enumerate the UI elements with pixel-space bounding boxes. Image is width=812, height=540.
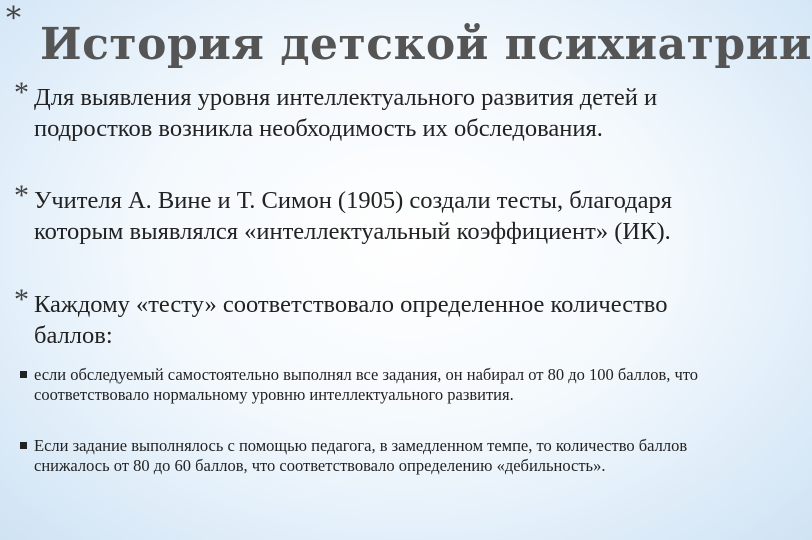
sub-bullet-text: Если задание выполнялось с помощью педагога, в замедленном темпе, то количество баллов снижалось от 80 до 60 баллов, что соответствовало определению «дебильность». xyxy=(34,436,688,475)
bullet-text: Каждому «тесту» соответствовало определенное количество баллов: xyxy=(34,291,668,349)
star-bullet-icon: * xyxy=(14,179,29,212)
bullet-item-1 xyxy=(0,76,712,144)
star-bullet-icon: * xyxy=(14,283,29,316)
star-bullet-icon: * xyxy=(14,76,29,109)
bullet-text: Для выявления уровня интеллектуального развития детей и подростков возникла необходимость их обследования. xyxy=(34,84,658,142)
square-bullet-icon xyxy=(20,442,27,449)
sub-bullet-item-1 xyxy=(0,365,712,405)
sub-bullet-item-2 xyxy=(0,436,712,476)
square-bullet-icon xyxy=(20,371,27,378)
slide-title: История детской психиатрии xyxy=(40,19,812,70)
bullet-item-3 xyxy=(0,283,712,351)
sub-bullet-text: если обследуемый самостоятельно выполнял все задания, он набирал от 80 до 100 баллов, что соответствовало нормальному уровню интеллектуального развития. xyxy=(34,365,699,404)
title-star-marker: * xyxy=(6,1,21,36)
bullet-text: Учителя А. Вине и Т. Симон (1905) создали тесты, благодаря которым выявлялся «интеллектуальный коэффициент» (ИК). xyxy=(34,187,673,245)
bullet-item-2 xyxy=(0,179,712,247)
